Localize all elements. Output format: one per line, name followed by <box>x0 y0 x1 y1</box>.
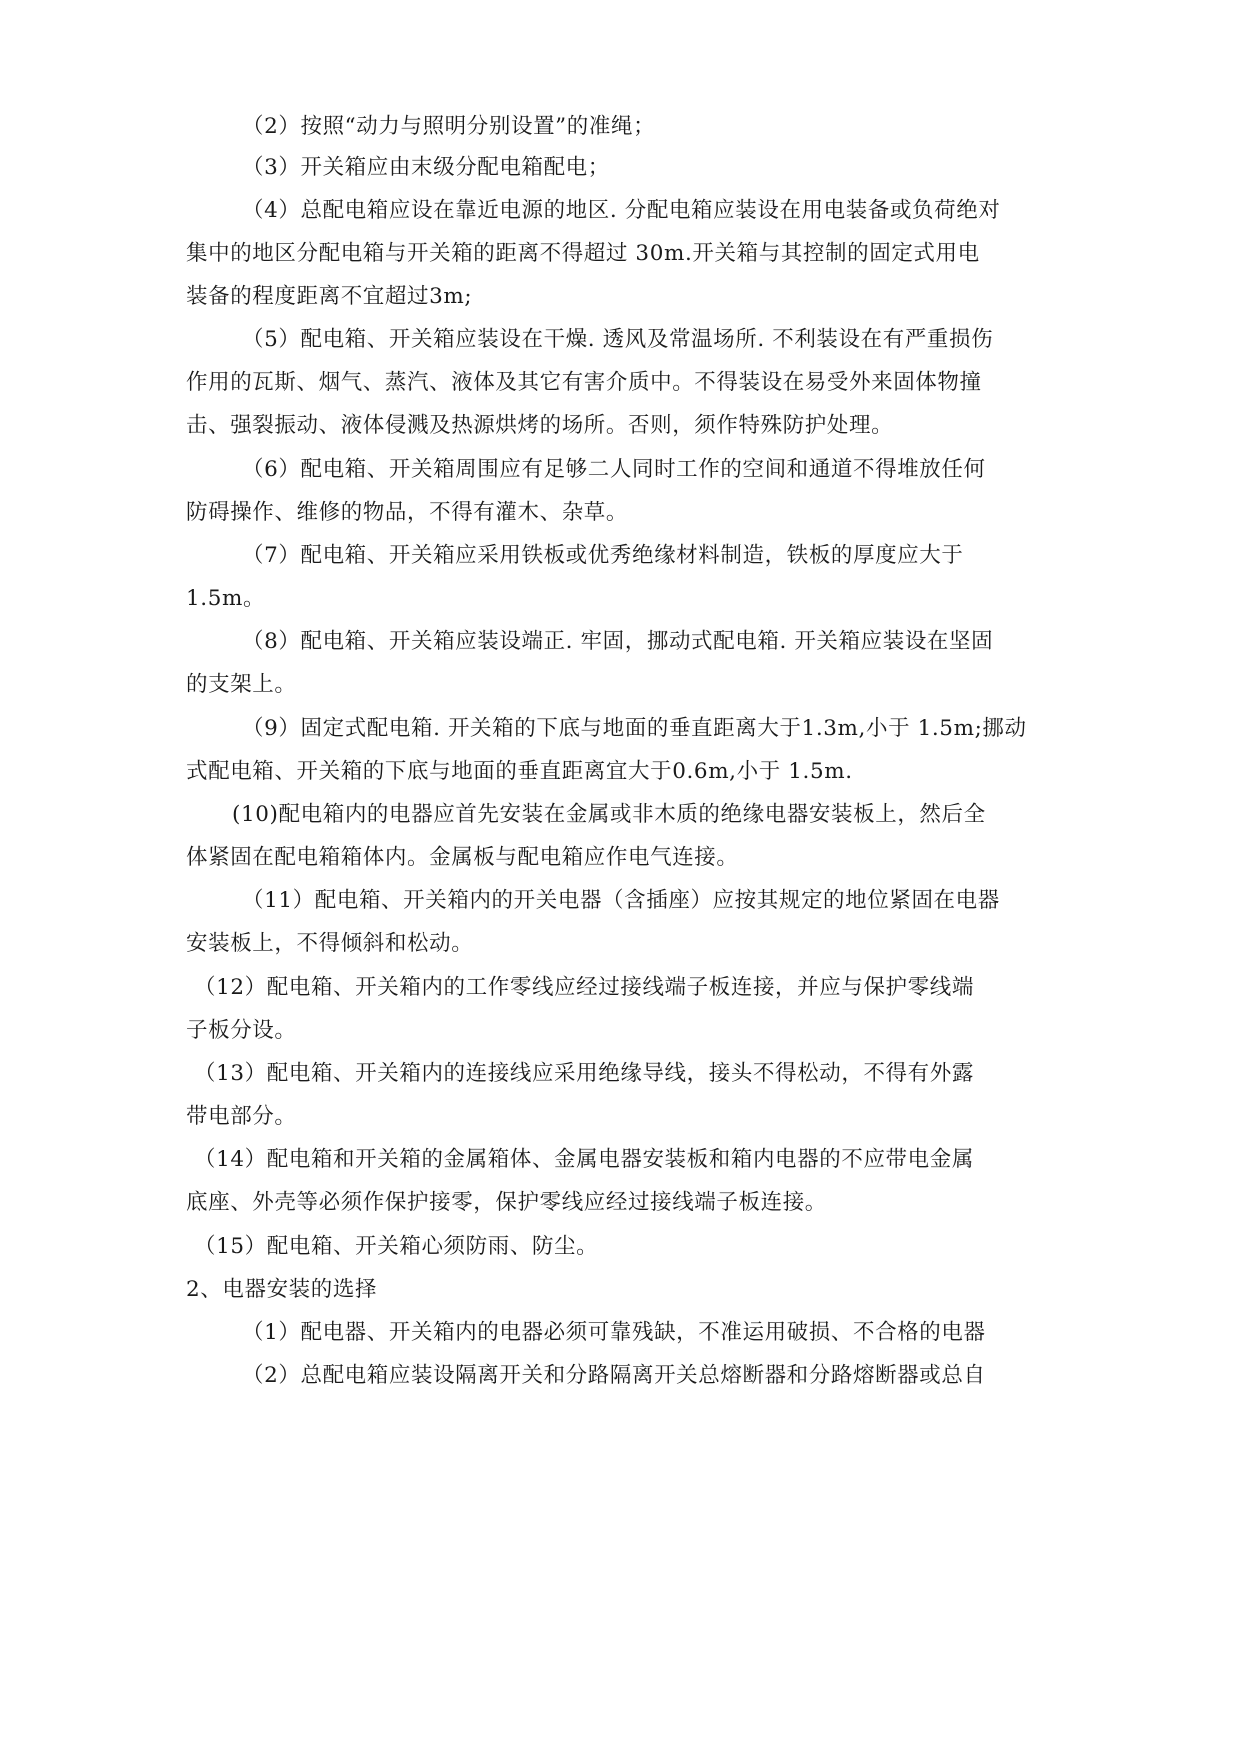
text-line: （13）配电箱、开关箱内的连接线应采用绝缘导线，接头不得松动，不得有外露 <box>194 1061 974 1086</box>
text-line: （5）配电箱、开关箱应装设在干燥. 透风及常温场所. 不利装设在有严重损伤 <box>242 327 994 352</box>
text-line: （2）按照“动力与照明分别设置”的准绳； <box>242 114 656 139</box>
text-line: （8）配电箱、开关箱应装设端正. 牢固，挪动式配电箱. 开关箱应装设在坚固 <box>242 629 994 654</box>
text-line: （15）配电箱、开关箱心须防雨、防尘。 <box>194 1234 599 1259</box>
text-line: 的支架上。 <box>186 672 297 697</box>
text-line: 子板分设。 <box>186 1018 297 1043</box>
text-line: 1.5m。 <box>186 586 266 611</box>
text-line: （12）配电箱、开关箱内的工作零线应经过接线端子板连接，并应与保护零线端 <box>194 975 974 1000</box>
text-line: 击、强裂振动、液体侵溅及热源烘烤的场所。否则，须作特殊防护处理。 <box>186 413 894 438</box>
text-line: （7）配电箱、开关箱应采用铁板或优秀绝缘材料制造，铁板的厚度应大于 <box>242 543 964 568</box>
text-line: (10)配电箱内的电器应首先安装在金属或非木质的绝缘电器安装板上，然后全 <box>232 802 986 827</box>
text-line: （11）配电箱、开关箱内的开关电器（含插座）应按其规定的地位紧固在电器 <box>242 888 1000 913</box>
section-heading: 2、电器安装的选择 <box>186 1277 378 1302</box>
text-line: 防碍操作、维修的物品，不得有灌木、杂草。 <box>186 500 629 525</box>
text-line: （4）总配电箱应设在靠近电源的地区. 分配电箱应装设在用电装备或负荷绝对 <box>242 198 1001 223</box>
text-line: （3）开关箱应由末级分配电箱配电； <box>242 155 610 180</box>
text-line: 式配电箱、开关箱的下底与地面的垂直距离宜大于0.6m,小于 1.5m. <box>186 759 853 784</box>
text-line: （1）配电器、开关箱内的电器必须可靠残缺，不准运用破损、不合格的电器 <box>242 1320 986 1345</box>
text-line: （6）配电箱、开关箱周围应有足够二人同时工作的空间和通道不得堆放任何 <box>242 457 986 482</box>
text-line: 作用的瓦斯、烟气、蒸汽、液体及其它有害介质中。不得装设在易受外来固体物撞 <box>186 370 982 395</box>
text-line: 安装板上，不得倾斜和松动。 <box>186 931 474 956</box>
text-line: 体紧固在配电箱箱体内。金属板与配电箱应作电气连接。 <box>186 845 739 870</box>
text-line: 集中的地区分配电箱与开关箱的距离不得超过 30m.开关箱与其控制的固定式用电 <box>186 241 980 266</box>
text-line: 带电部分。 <box>186 1104 297 1129</box>
text-line: 底座、外壳等必须作保护接零，保护零线应经过接线端子板连接。 <box>186 1190 827 1215</box>
text-line: （9）固定式配电箱. 开关箱的下底与地面的垂直距离大于1.3m,小于 1.5m;挪动 <box>242 716 1027 741</box>
text-line: （2）总配电箱应装设隔离开关和分路隔离开关总熔断器和分路熔断器或总自 <box>242 1363 986 1388</box>
text-line: （14）配电箱和开关箱的金属箱体、金属电器安装板和箱内电器的不应带电金属 <box>194 1147 974 1172</box>
text-line: 装备的程度距离不宜超过3m; <box>186 284 473 309</box>
